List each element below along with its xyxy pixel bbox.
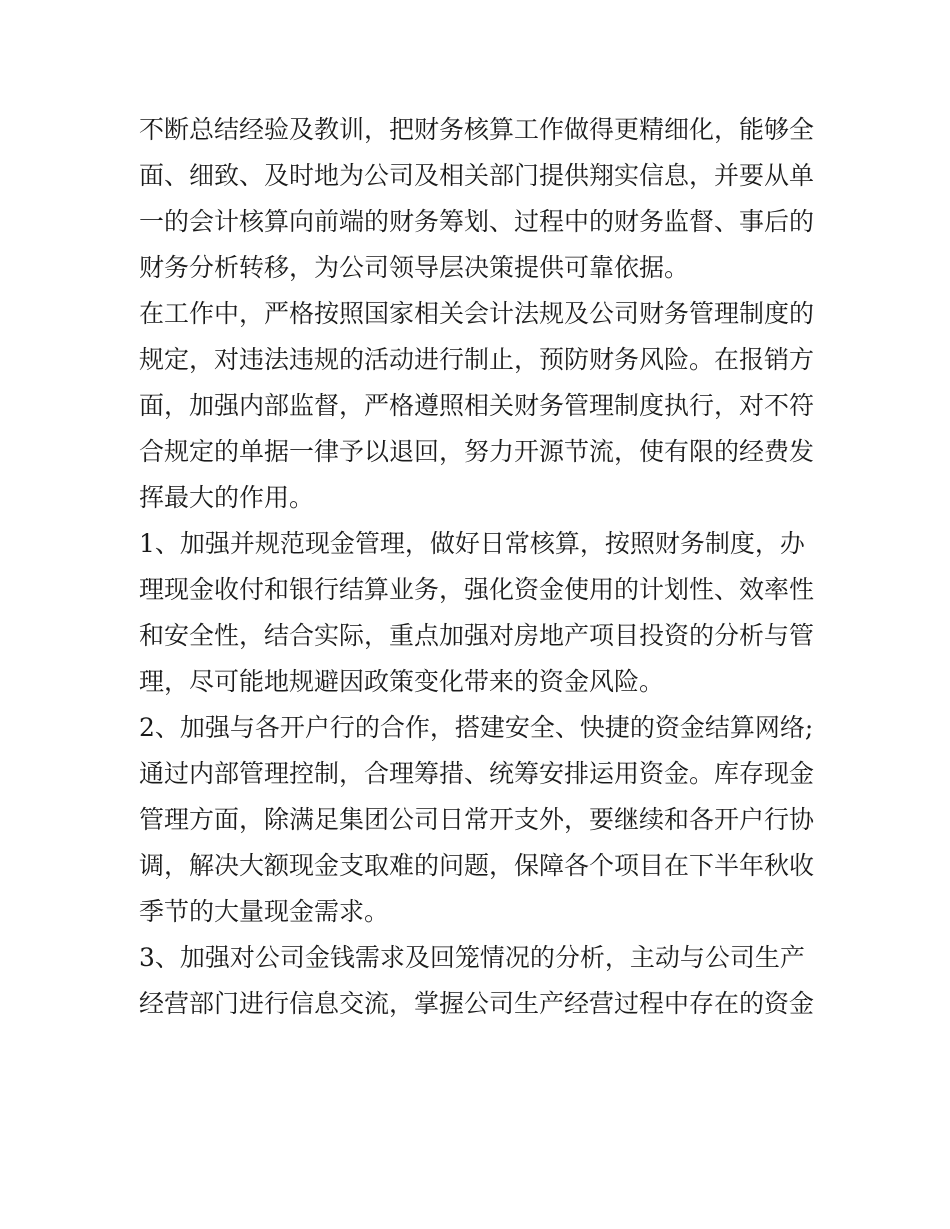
text-line: 面、细致、及时地为公司及相关部门提供翔实信息，并要从单 (139, 161, 815, 190)
text-line: 调，解决大额现金支取难的问题，保障各个项目在下半年秋收 (139, 851, 815, 880)
text-line: 合规定的单据一律予以退回，努力开源节流，使有限的经费发 (139, 437, 815, 466)
text-line: 一的会计核算向前端的财务筹划、过程中的财务监督、事后的 (139, 207, 815, 236)
text-line: 规定，对违法违规的活动进行制止，预防财务风险。在报销方 (139, 345, 815, 374)
text-line: 面，加强内部监督，严格遵照相关财务管理制度执行，对不符 (139, 391, 815, 420)
text-line: 1、加强并规范现金管理，做好日常核算，按照财务制度，办 (139, 529, 805, 558)
text-line: 2、加强与各开户行的合作，搭建安全、快捷的资金结算网络; (139, 713, 814, 742)
text-line: 挥最大的作用。 (139, 483, 315, 512)
text-line: 理现金收付和银行结算业务，强化资金使用的计划性、效率性 (139, 575, 815, 604)
text-line: 不断总结经验及教训，把财务核算工作做得更精细化，能够全 (139, 115, 815, 144)
text-line: 理，尽可能地规避因政策变化带来的资金风险。 (139, 667, 665, 696)
document-body (139, 107, 815, 1027)
text-line: 和安全性，结合实际，重点加强对房地产项目投资的分析与管 (139, 621, 815, 650)
text-line: 在工作中，严格按照国家相关会计法规及公司财务管理制度的 (139, 299, 815, 328)
text-line: 3、加强对公司金钱需求及回笼情况的分析，主动与公司生产 (139, 943, 805, 972)
text-line: 经营部门进行信息交流，掌握公司生产经营过程中存在的资金 (139, 989, 815, 1018)
text-line: 通过内部管理控制，合理筹措、统筹安排运用资金。库存现金 (139, 759, 815, 788)
text-line: 季节的大量现金需求。 (139, 897, 390, 926)
text-line: 管理方面，除满足集团公司日常开支外，要继续和各开户行协 (139, 805, 815, 834)
text-line: 财务分析转移，为公司领导层决策提供可靠依据。 (139, 253, 690, 282)
